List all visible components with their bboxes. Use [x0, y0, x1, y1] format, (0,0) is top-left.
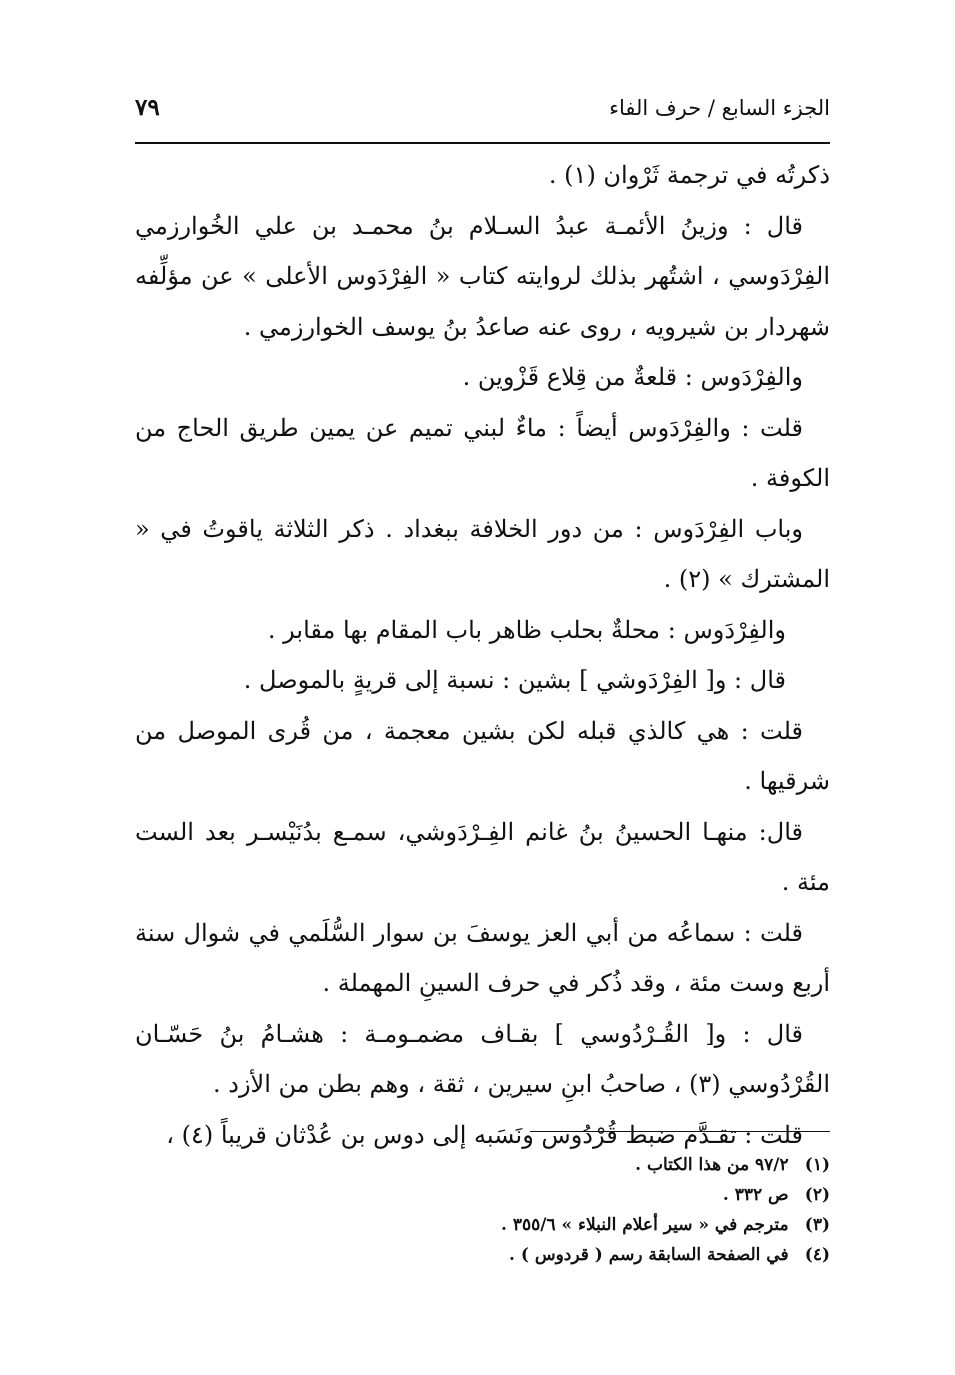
footnote-divider	[530, 1131, 830, 1132]
page-number: ٧٩	[135, 94, 160, 121]
footnote	[300, 1210, 830, 1240]
footnote	[300, 1150, 830, 1180]
footnote	[300, 1180, 830, 1210]
footnote-number: (١)	[804, 1155, 830, 1175]
main-text	[135, 150, 830, 1160]
paragraph: وباب الفِرْدَوس : من دور الخلافة ببغداد . ذكر الثلاثة ياقوتُ في « المشترك » (٢) .	[135, 514, 830, 593]
paragraph: والفِرْدَوس : قلعةٌ من قِلاع قَزْوين .	[462, 363, 803, 391]
running-header	[135, 92, 830, 132]
paragraph: قلت : سماعُه من أبي العز يوسفَ بن سوار السُّلَمي في شوال سنة أربع وست مئة ، وقد ذُكر في حرف السينِ المهملة .	[135, 918, 830, 997]
header-divider	[135, 142, 830, 144]
footnote-text: مترجم في « سير أعلام النبلاء » ٣٥٥/٦ .	[501, 1215, 789, 1235]
footnote-text: ص ٣٣٢ .	[722, 1185, 789, 1205]
footnote-number: (٤)	[804, 1245, 830, 1265]
paragraph: قال : وزينُ الأئمـة عبدُ السـلام بنُ محمـد بن علي الخُوارزمي الفِرْدَوسي ، اشتُهر بذلك لروايته كتاب « الفِرْدَوس الأعلى » عن مؤلِّفه شهردار بن شيرويه ، روى عنه صاعدُ بنُ يوسف الخوارزمي .	[135, 211, 830, 341]
footnote-number: (٢)	[804, 1185, 830, 1205]
paragraph: قلت : تقـدَّم ضبط قُرْدُوس ونَسَبه إلى دوس بن عُدْثان قريباً (٤) ،	[166, 1120, 803, 1149]
paragraph: والفِرْدَوس : محلةٌ بحلب ظاهر باب المقام بها مقابر .	[267, 615, 786, 644]
paragraph: قلت : والفِرْدَوس أيضاً : ماءٌ لبني تميم عن يمين طريق الحاج من الكوفة .	[135, 413, 830, 492]
paragraph: قلت : هي كالذي قبله لكن بشين معجمة ، من قُرى الموصل من شرقيها .	[135, 716, 830, 795]
paragraph: قال : و[ الفِرْدَوشي ] بشين : نسبة إلى قريةٍ بالموصل .	[243, 666, 786, 694]
paragraph: ذكرتُه في ترجمة ثَرْوان (١) .	[548, 161, 830, 189]
footnote	[300, 1240, 830, 1270]
footnote-text: في الصفحة السابقة رسم ( قردوس ) .	[509, 1245, 789, 1265]
footnote-number: (٣)	[804, 1215, 830, 1235]
footnotes	[300, 1150, 830, 1270]
footnote-text: ٩٧/٢ من هذا الكتاب .	[635, 1155, 789, 1175]
running-title: الجزء السابع / حرف الفاء	[609, 96, 830, 120]
paragraph: قال: منهـا الحسينُ بنُ غانم الفِـرْدَوشي، سمـع بدُنَيْسـر بعد الست مئة .	[135, 817, 830, 896]
paragraph: قال : و[ القُـرْدُوسي ] بقـاف مضمـومـة : هشـامُ بنُ حَسّـان القُرْدُوسي (٣) ، صاحبُ ابنِ سيرين ، ثقة ، وهم بطن من الأزد .	[135, 1019, 830, 1098]
